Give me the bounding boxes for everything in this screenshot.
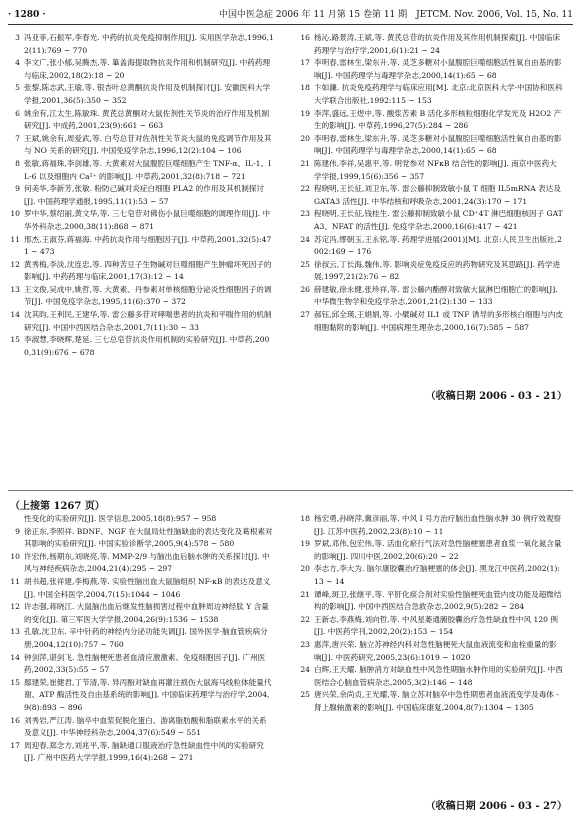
continued-from-label: （上接第 1267 页） — [10, 501, 105, 512]
reference-text: 白辉,王天耀. 脑肿消方对缺血性中风急性期脑水肿作用的实验研究[J]. 中西医结合心脑血管病杂志,2005,3(2):146 ~ 148 — [314, 665, 563, 687]
reference-item — [298, 57, 564, 82]
reference-text: 王文俊,吴成中,姚哲,等. 大黄素、丹参素对单核细胞分泌炎性细胞因子的调节[J]. 中国免疫学杂志,1995,11(6):370 ~ 372 — [24, 284, 272, 307]
reference-item — [298, 689, 564, 714]
reference-text: 李明春,雷林生,梁东升,等. 灵芝多糖对小鼠腹腔巨噬细胞活性氧自由基的影响[J]. 中国药理学与毒理学杂志,2000,14(1):65 ~ 68 — [314, 133, 562, 156]
reference-number: 20 — [300, 133, 310, 143]
reference-number: 9 — [15, 184, 20, 194]
reference-text: 邢杰,王淑芬,蒋福海. 中药抗炎作用与细胞因子[J]. 中草药,2001,32(5):471 ~ 473 — [24, 234, 272, 257]
reference-number: 26 — [300, 284, 310, 294]
reference-item — [298, 108, 564, 133]
reference-text: 许宏伟,杨期东,刘晓亮,等. MMP-2/9 与脑出血后脑水肿的关系探讨[J]. 中风与神经疾病杂志,2004,21(4):295 ~ 297 — [24, 551, 270, 574]
reference-text: 谭峰,斑卫,张继平,等. 平肝化痰合剂对实验性脑梗死血管内皮功能及超微结构的影响[J]. 中国中西医结合急救杂志,2002,9(5):282 ~ 284 — [314, 589, 562, 612]
reference-item — [298, 664, 564, 689]
reference-number: 5 — [15, 83, 20, 93]
reference-item — [8, 32, 274, 57]
reference-text: 惠萍,唐兴荣. 脑立苏神经内科对急性脑梗死大鼠血液流变和血栓重量的影响[J]. 中医药研究,2005,23(6):1019 ~ 1020 — [314, 639, 557, 662]
reference-number: 25 — [300, 690, 310, 700]
reference-item — [298, 183, 564, 208]
reference-number: 23 — [300, 209, 310, 219]
reference-item — [8, 601, 274, 626]
reference-number: 11 — [10, 234, 20, 244]
reference-text: 罗中华,蔡绍丽,黄文华,等. 三七皂苷对佛伤小鼠巨噬细胞的调理作用[J]. 中华外科杂志,2000,38(11):868 ~ 871 — [24, 209, 271, 231]
reference-number: 8 — [15, 158, 20, 168]
reference-text: 薛建敏,徐永健,张珍祥,等. 雷公藤内酯醇对致敏大鼠淋巴细胞亡的影响[J]. 中华微生物学和免疫学杂志,2001,21(2):130 ~ 133 — [314, 284, 558, 307]
reference-item — [298, 82, 564, 107]
reference-number: 18 — [300, 514, 310, 523]
reference-number: 12 — [10, 602, 20, 612]
reference-text: 李淑慧,李晓辉,楚延. 三七总皂苷抗炎作用机制的实验研究[J]. 中草药,2000,31(9):676 ~ 678 — [24, 335, 270, 357]
reference-item — [8, 57, 274, 82]
reference-text: 张黎,陈志武,王瑜,等. 银杏叶总黄酮抗炎作用及机制探讨[J]. 安徽医科大学学报,2001,36(5):350 ~ 352 — [24, 83, 271, 105]
reference-number: 4 — [15, 58, 20, 68]
reference-number: 19 — [300, 539, 310, 549]
reference-item — [298, 309, 564, 334]
reference-item — [298, 538, 564, 563]
reference-text: 冯亚菲,石振军,李春光. 中药的抗炎免疫抑制作用[J]. 实用医学杂志,1996,12(11):769 ~ 770 — [24, 33, 274, 55]
reference-number: 17 — [10, 740, 20, 750]
reference-text: 许志强,蒋晓江. 大鼠脑出血后继发性脑损害过程中血肿周边神经肽 Y 含量的变化[J]. 第三军医大学学报,2004,26(9):1536 ~ 1538 — [24, 602, 269, 624]
reference-item — [8, 677, 274, 715]
reference-number: 23 — [300, 639, 310, 649]
reference-item — [298, 234, 564, 259]
reference-item — [298, 133, 564, 158]
reference-text: 鄢建荣,崔健君,丁节清,等. 异丙酚对缺血再灌注损伤大鼠海马线粒体能量代谢、ATP 酶活性及自由基系统的影响[J]. 中国临床药理学与治疗学,2004,9(8):893 ~ 896 — [24, 677, 272, 712]
reference-text: 何美华,李新芳,张敏. 粉防己碱对炎症白细胞 PLA2 的作用及其机制探讨[J]. 中国药理学通报,1995,11(1):53 ~ 57 — [24, 184, 264, 206]
reference-number: 21 — [300, 589, 310, 599]
reference-item — [8, 334, 274, 359]
reference-text: 李明春,雷林生,梁东升,等. 灵芝多糖对小鼠腹腔巨噬细胞活性氧自由基的影响[J]. 中国药理学与毒理学杂志,2000,14(1):65 ~ 68 — [314, 58, 562, 80]
reference-item — [8, 183, 274, 208]
references-top-left — [8, 32, 274, 359]
reference-text: 胡书超,张祥建,李梅燕,等. 实验性脑出血大鼠脑组织 NF-κB 的表达及意义[J]. 中国全科医学,2004,7(15):1044 ~ 1046 — [24, 576, 271, 599]
reference-text: 沈其昀,王利民,王建华,等. 雷公藤多苷对哮喘患者的抗炎和平喘作用的机制研究[J]. 中国中西医结合杂志,2001,7(11):30 ~ 33 — [24, 310, 272, 332]
reference-number: 9 — [15, 526, 20, 536]
reference-item — [8, 108, 274, 133]
reference-number: 24 — [300, 234, 310, 244]
reference-number: 19 — [300, 108, 310, 118]
reference-item — [8, 551, 274, 576]
reference-item — [8, 259, 274, 284]
reference-item — [8, 82, 274, 107]
reference-number: 27 — [300, 310, 310, 320]
reference-item — [8, 284, 274, 309]
received-date-bottom: （收稿日期 2006 - 03 - 27） — [425, 801, 567, 812]
reference-item — [8, 526, 274, 551]
reference-item — [298, 158, 564, 183]
reference-number: 14 — [10, 310, 20, 320]
reference-text: 陈建伟,李祥,吴惠平,等. 明党参对 NFκB 结合性的影响[J]. 南京中医药大学学报,1999,15(6):356 ~ 357 — [314, 158, 557, 181]
reference-number: 13 — [10, 627, 20, 637]
reference-item — [8, 652, 274, 677]
reference-number: 15 — [10, 677, 20, 687]
references-bottom-left — [8, 513, 274, 765]
reference-number: 13 — [10, 284, 20, 294]
reference-number: 12 — [10, 259, 20, 269]
reference-text: 卞如濂. 抗炎免疫药理学与临床应用[M]. 北京:北京医科大学·中国协和医科大学联合出版社,1992:115 ~ 153 — [314, 83, 563, 105]
reference-number: 17 — [300, 58, 310, 68]
reference-item — [298, 589, 564, 614]
reference-item — [8, 208, 274, 233]
references-top-right — [298, 32, 564, 334]
reference-item — [8, 133, 274, 158]
page-header — [8, 6, 573, 25]
reference-number: 6 — [15, 108, 20, 118]
reference-number: 21 — [300, 158, 310, 168]
reference-number: 14 — [10, 652, 20, 662]
reference-number: 16 — [300, 33, 310, 42]
reference-text: 苏定冯,缪朝玉,王永铭,等. 药理学进展(2001)[M]. 北京:人民卫生出版社,2002:169 ~ 176 — [314, 234, 562, 257]
reference-item — [8, 234, 274, 259]
reference-item — [298, 208, 564, 233]
reference-item — [298, 513, 564, 538]
reference-text: 郝钰,邱全瑛,王娟娟,等. 小檗碱对 IL1 或 TNF 诱导的多形核白细胞与内皮细胞黏附的影响[J]. 中国病理生理杂志,2000,16(7):585 ~ 587 — [314, 310, 564, 332]
reference-number: 10 — [10, 209, 20, 219]
reference-number: 22 — [300, 614, 310, 624]
reference-item — [8, 715, 274, 740]
reference-text: 李萍,盛远,王煜中,等. 酸浆苦素 B 活化多形核粒细胞化学发光及 H2O2 产生的影响[J]. 中草药,1996,27(5):284 ~ 286 — [314, 108, 562, 131]
reference-text: 周迎春,郑念方,刘兆平,等. 脑缺通口服液治疗急性缺血性中风的实验研究[J]. 广州中医药大学学报,1999,16(4):268 ~ 271 — [24, 740, 264, 763]
reference-text: 徐叔云,丁长海,魏伟,等. 影响炎症免疫反应的药物研究及其思路[J]. 药学进展,1997,21(2):76 ~ 82 — [314, 259, 561, 282]
reference-item — [298, 32, 564, 57]
reference-text: 程晓明,王长征,刘卫东,等. 雷公藤抑制致敏小鼠 T 细胞 IL5mRNA 表达及 GATA3 活性[J]. 中华结核和呼吸杂志,2001,24(3):170 ~ 171 — [314, 184, 561, 206]
journal-running-head: 中国中医急症 2006 年 11 月第 15 卷第 11 期 JETCM. Nov. 2006, Vol. 15, No. 11 — [219, 10, 573, 20]
reference-text: 黄秀梅,李淡,沈连忠,等. 四种苦豆子生物碱对巨噬细胞产生肿瘤坏死因子的影响[J]. 中药药理与临床,2001,17(3):12 ~ 14 — [24, 259, 272, 282]
reference-item — [298, 284, 564, 309]
reference-item — [8, 158, 274, 183]
reference-item — [298, 259, 564, 284]
reference-item — [298, 639, 564, 664]
reference-item — [298, 563, 564, 588]
reference-text: 程晓明,王长征,钱桂生. 雷公藤抑制致敏小鼠 CD⁺4T 淋巴细胞核因子 GATA3、NFAT 的活性[J]. 免疫学杂志,2000,16(6):417 ~ 421 — [314, 209, 563, 231]
reference-number: 15 — [10, 335, 20, 345]
reference-number: 16 — [10, 715, 20, 725]
reference-text: 姚余有,江太生,陈敏珠. 黄芪总黄酮对大鼠佐剂性关节炎的治疗作用及机制研究[J]. 中成药,2001,23(9):661 ~ 663 — [24, 108, 270, 131]
reference-item — [8, 513, 274, 526]
reference-text: 王新志,李燕梅,刘向哲,等. 中风星萎通腑胶囊治疗急性缺血性中风 120 例[J]. 中医药学刊,2002,20(2):153 ~ 154 — [314, 614, 559, 637]
reference-text: 李文广,张小郁,吴腾杰,等. 蓽盖海提取物抗炎作用和机制研究[J]. 中药药理与临床,2002,18(2):18 ~ 20 — [24, 58, 271, 80]
reference-number: 10 — [10, 551, 20, 561]
reference-text: 杨沁,路景涛,王斌,等. 黄芪总苷的抗炎作用及其作用机制探索[J]. 中国临床药理学与治疗学,2001,6(1):21 ~ 24 — [314, 33, 561, 55]
reference-text: 王斌,姚余有,周爱武,等. 白芍总苷对佐剂性关节炎大鼠的免疫调节作用及其与 NO 关系的研究[J]. 中国免疫学杂志,1996,12(2):104 ~ 106 — [24, 133, 272, 156]
reference-text: 钟剑萍,谌剑飞. 急性脑梗死患者血清应激激素、免疫细胞因子[J]. 广州医药,2002,33(5):55 ~ 57 — [24, 652, 266, 675]
page-number: · 1280 · — [8, 10, 46, 20]
reference-number: 7 — [15, 133, 20, 143]
reference-text: 李志方,李大为. 脑尔康胶囊治疗脑梗塞的体会[J]. 黑龙江中医药,2002(1):13 ~ 14 — [314, 564, 560, 586]
reference-number: 11 — [10, 576, 20, 586]
reference-item — [8, 740, 274, 765]
reference-text: 张敏,蒋福珠,李剑雄,等. 大黄素对大鼠腹腔巨噬细胞产生 TNF-α、IL-1、IL-6 以及细胞内 Ca²⁺ 的影响[J]. 中草药,2001,32(8):718 ~ 721 — [24, 158, 272, 181]
reference-text: 刘秀岩,严江涛. 脑卒中血浆促脱化蛋白、游离脂肪酸和脂联素水平的关系及意义[J]. 中华神经科杂志,2004,37(6):549 ~ 551 — [24, 715, 267, 738]
reference-item — [8, 626, 274, 651]
received-date-top: （收稿日期 2006 - 03 - 21） — [425, 391, 567, 402]
reference-item — [298, 614, 564, 639]
reference-number: 20 — [300, 564, 310, 574]
reference-text: 唐兴荣,余尚贞,王光耀,等. 脑立苏对脑卒中急性期患者血液流变学及毒体 - 肾上腺轴激素的影响[J]. 中国临床康复,2004,8(7):1304 ~ 1305 — [314, 690, 559, 712]
reference-text: 孔敏,沈卫东. 辛中针药的神经内分泌功能失调[J]. 国外医学·脑血管疾病分册,2004,12(10):757 ~ 760 — [24, 627, 268, 649]
reference-number: 25 — [300, 259, 310, 269]
reference-text: 杨宏勇,孙晓萍,冀彦丽,等. 中风 I 号方治疗脑出血性脑水肿 30 例疗效观察[J]. 江苏中医药,2002,23(8):10 ~ 11 — [314, 514, 562, 536]
reference-item — [8, 309, 274, 334]
reference-text: 罗斌,邓伟,包宏伟,等. 活血化瘀行气法对急性脑梗塞患者血浆一氧化氮含量的影响[J]. 四川中医,2002,20(6):20 ~ 22 — [314, 539, 562, 561]
references-bottom-right — [298, 513, 564, 715]
section-divider — [8, 490, 573, 491]
reference-number: 22 — [300, 184, 310, 194]
reference-item — [8, 576, 274, 601]
reference-text: 徐正东,李照祥. BDNF、NGF 在大鼠局灶性脑缺血的表达变化及葛根素对其影响的实验研究[J]. 中国实验诊断学,2005,9(4):578 ~ 580 — [24, 526, 273, 549]
reference-number: 3 — [15, 33, 20, 42]
reference-number: 18 — [300, 83, 310, 93]
reference-number: 24 — [300, 665, 310, 675]
reference-number — [8, 513, 24, 526]
reference-text: 性变化的实验研究[J]. 医学信息,2005,18(8):957 ~ 958 — [24, 514, 217, 523]
